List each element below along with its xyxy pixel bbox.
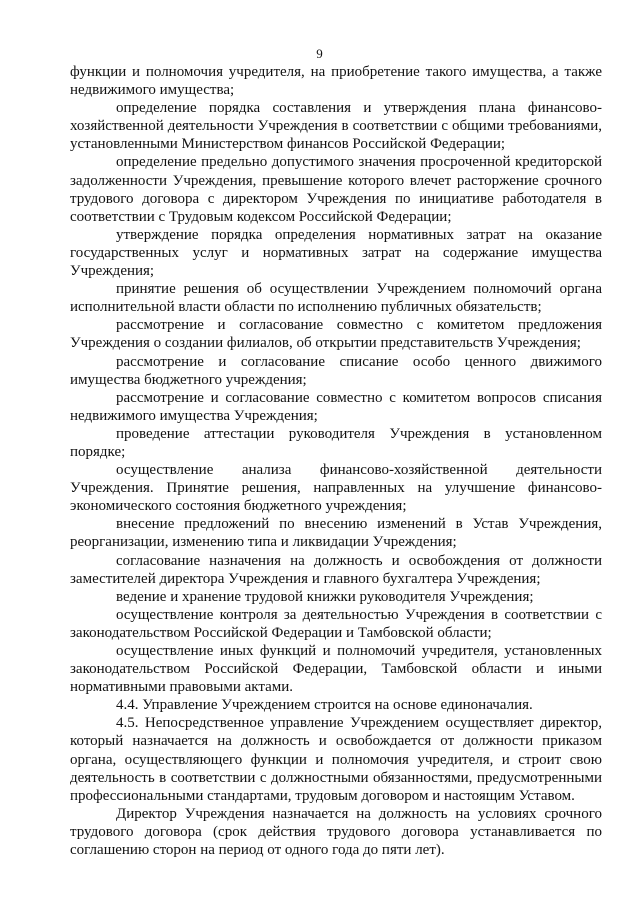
paragraph: осуществление контроля за деятельностью Учреждения в соответствии с законодательством Российской Федерации и Тамбовской области;: [70, 606, 602, 641]
paragraph: рассмотрение и согласование совместно с комитетом предложения Учреждения о создании филиалов, об открытии представительств Учреждения;: [70, 317, 602, 352]
paragraph: определение предельно допустимого значения просроченной кредиторской задолженности Учреждения, превышение которого влечет расторжение срочного трудового договора с директором Учреждения по инициативе работодателя в соответствии с Трудовым кодексом Российской Федерации;: [70, 154, 602, 225]
page-number: 9: [316, 46, 323, 61]
paragraph: внесение предложений по внесению изменений в Устав Учреждения, реорганизации, изменению типа и ликвидации Учреждения;: [70, 516, 602, 551]
paragraph: осуществление анализа финансово-хозяйственной деятельности Учреждения. Принятие решения, направленных на улучшение финансово-экономического состояния бюджетного учреждения;: [70, 462, 602, 515]
paragraph: рассмотрение и согласование совместно с комитетом вопросов списания недвижимого имущества Учреждения;: [70, 389, 602, 424]
paragraph: функции и полномочия учредителя, на приобретение такого имущества, а также недвижимого имущества;: [70, 64, 602, 99]
paragraph: определение порядка составления и утверждения плана финансово-хозяйственной деятельности Учреждения в соответствии с общими требованиями, установленными Министерством финансов Российской Федерации;: [70, 100, 602, 153]
paragraph: утверждение порядка определения нормативных затрат на оказание государственных услуг и нормативных затрат на содержание имущества Учреждения;: [70, 226, 602, 280]
paragraph: 4.4. Управление Учреждением строится на основе единоначалия.: [116, 697, 533, 714]
paragraph: осуществление иных функций и полномочий учредителя, установленных законодательством Российской Федерации, Тамбовской области и иными нормативными правовыми актами.: [70, 643, 602, 696]
paragraph: Директор Учреждения назначается на должность на условиях срочного трудового договора (срок действия трудового договора устанавливается по соглашению сторон на период от одного года до пяти лет).: [70, 805, 602, 859]
paragraph: проведение аттестации руководителя Учреждения в установленном порядке;: [70, 425, 602, 460]
document-body: [70, 63, 602, 859]
paragraph: согласование назначения на должность и освобождения от должности заместителей директора Учреждения и главного бухгалтера Учреждения;: [70, 552, 602, 587]
paragraph: рассмотрение и согласование списание особо ценного движимого имущества бюджетного учреждения;: [70, 353, 602, 388]
paragraph: 4.5. Непосредственное управление Учреждением осуществляет директор, который назначается на должность и освобождается от должности приказом органа, осуществляющего функции и полномочия учредителя, и строит свою деятельность в соответствии с должностными обязанностями, предусмотренными профессиональными стандартами, трудовым договором и настоящим Уставом.: [70, 715, 602, 804]
paragraph: ведение и хранение трудовой книжки руководителя Учреждения;: [116, 588, 534, 605]
paragraph: принятие решения об осуществлении Учреждением полномочий органа исполнительной власти области по исполнению публичных обязательств;: [70, 281, 602, 316]
